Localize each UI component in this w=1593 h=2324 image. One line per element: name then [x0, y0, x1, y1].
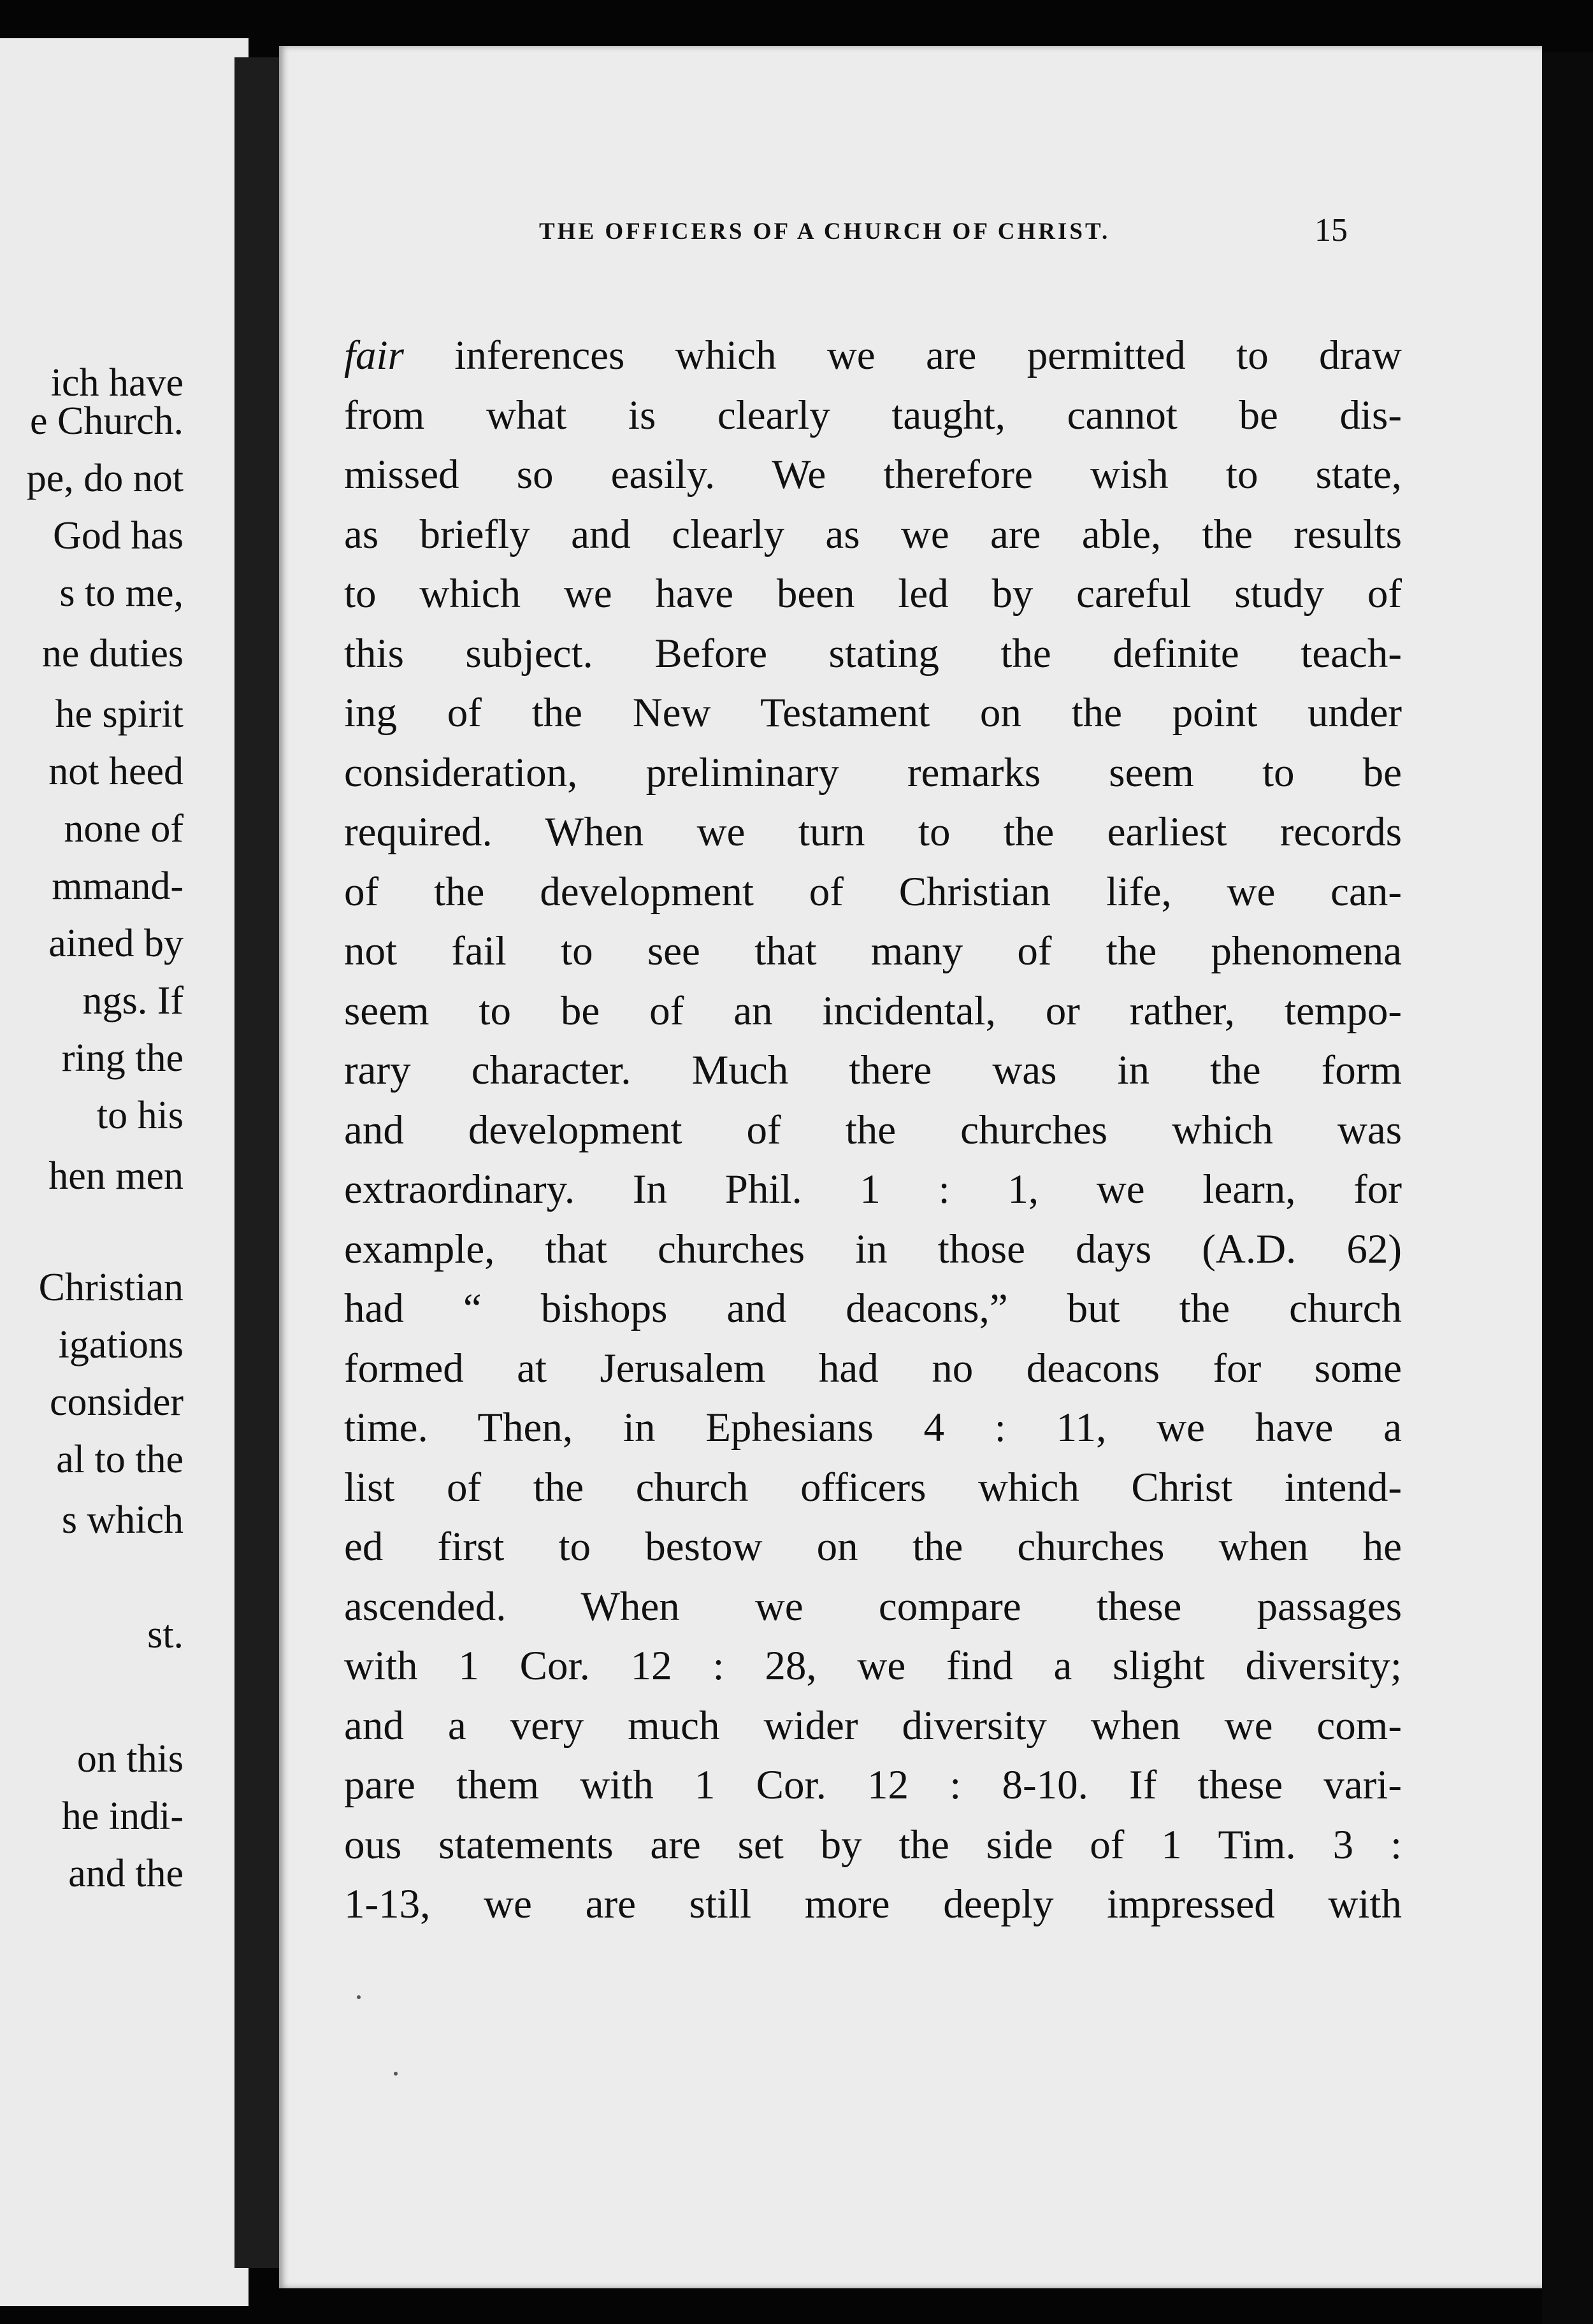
- previous-page-line: s which: [61, 1498, 184, 1542]
- previous-page-line: al to the: [56, 1438, 184, 1481]
- previous-page-line: igations: [58, 1323, 184, 1366]
- body-line: required. When we turn to the earliest records: [344, 809, 1402, 855]
- body-line: and a very much wider diversity when we com-: [344, 1702, 1402, 1749]
- body-line: ous statements are set by the side of 1 Tim. 3 :: [344, 1821, 1402, 1868]
- body-line: as briefly and clearly as we are able, the results: [344, 511, 1402, 557]
- previous-page-line: ich have: [50, 361, 184, 405]
- previous-page-line: s to me,: [59, 571, 184, 615]
- body-line: ing of the New Testament on the point under: [344, 690, 1402, 736]
- body-line: had “ bishops and deacons,” but the church: [344, 1286, 1402, 1331]
- previous-page-line: ngs. If: [82, 979, 184, 1022]
- previous-page-line: st.: [147, 1613, 184, 1656]
- body-line: ascended. When we compare these passages: [344, 1583, 1402, 1630]
- page-edge-shadow: [1542, 52, 1593, 2324]
- previous-page-line: hen men: [48, 1154, 184, 1198]
- body-line: this subject. Before stating the definite teach-: [344, 630, 1402, 677]
- previous-page-line: Christian: [38, 1266, 184, 1309]
- body-line: example, that churches in those days (A.D. 62): [344, 1226, 1402, 1272]
- body-line: seem to be of an incidental, or rather, tempo-: [344, 987, 1402, 1034]
- previous-page-line: consider: [49, 1381, 184, 1424]
- previous-page-line: and the: [68, 1852, 184, 1895]
- previous-page-line: mmand-: [52, 864, 184, 908]
- page-number: 15: [1315, 212, 1348, 248]
- previous-page-line: pe, do not: [26, 457, 184, 500]
- previous-page-line: none of: [64, 807, 184, 850]
- previous-page-line: e Church.: [29, 399, 184, 443]
- previous-page-line: God has: [53, 514, 184, 557]
- previous-page-line: he indi-: [61, 1795, 184, 1838]
- previous-page-line: ained by: [48, 922, 184, 965]
- body-text: [344, 326, 1402, 1935]
- previous-page-line: ne duties: [41, 632, 184, 675]
- previous-page-line: he spirit: [55, 692, 184, 736]
- body-line: to which we have been led by careful study of: [344, 571, 1402, 617]
- body-line: with 1 Cor. 12 : 28, we find a slight diversity;: [344, 1643, 1402, 1689]
- body-line: not fail to see that many of the phenomena: [344, 928, 1402, 974]
- body-line: and development of the churches which was: [344, 1107, 1402, 1153]
- body-line-text: inferences which we are permitted to draw: [403, 333, 1402, 378]
- body-line: missed so easily. We therefore wish to state,: [344, 452, 1402, 498]
- body-line: extraordinary. In Phil. 1 : 1, we learn, for: [344, 1166, 1402, 1212]
- body-line: of the development of Christian life, we can-: [344, 868, 1402, 915]
- body-line: time. Then, in Ephesians 4 : 11, we have a: [344, 1405, 1402, 1451]
- previous-page-fragment: [0, 38, 249, 2306]
- body-line: formed at Jerusalem had no deacons for some: [344, 1345, 1402, 1391]
- body-line: [344, 326, 1402, 386]
- body-line: list of the church officers which Christ intend-: [344, 1464, 1402, 1510]
- previous-page-line: not heed: [48, 750, 184, 793]
- print-speck: [394, 2072, 398, 2076]
- body-line: pare them with 1 Cor. 12 : 8-10. If these vari-: [344, 1762, 1402, 1808]
- italic-first-word: fair: [344, 333, 404, 378]
- print-speck: [357, 1995, 361, 1999]
- body-line: 1-13, we are still more deeply impressed with: [344, 1881, 1402, 1927]
- previous-page-line: on this: [76, 1737, 184, 1781]
- previous-page-line: to his: [96, 1094, 184, 1137]
- book-gutter: [234, 57, 279, 2268]
- body-line: consideration, preliminary remarks seem to be: [344, 749, 1402, 796]
- current-page: [279, 46, 1542, 2288]
- body-line: ed first to bestow on the churches when he: [344, 1524, 1402, 1570]
- body-line: from what is clearly taught, cannot be dis-: [344, 392, 1402, 438]
- body-line: rary character. Much there was in the form: [344, 1047, 1402, 1093]
- previous-page-line: ring the: [61, 1036, 184, 1080]
- running-head: THE OFFICERS OF A CHURCH OF CHRIST.: [539, 219, 1111, 245]
